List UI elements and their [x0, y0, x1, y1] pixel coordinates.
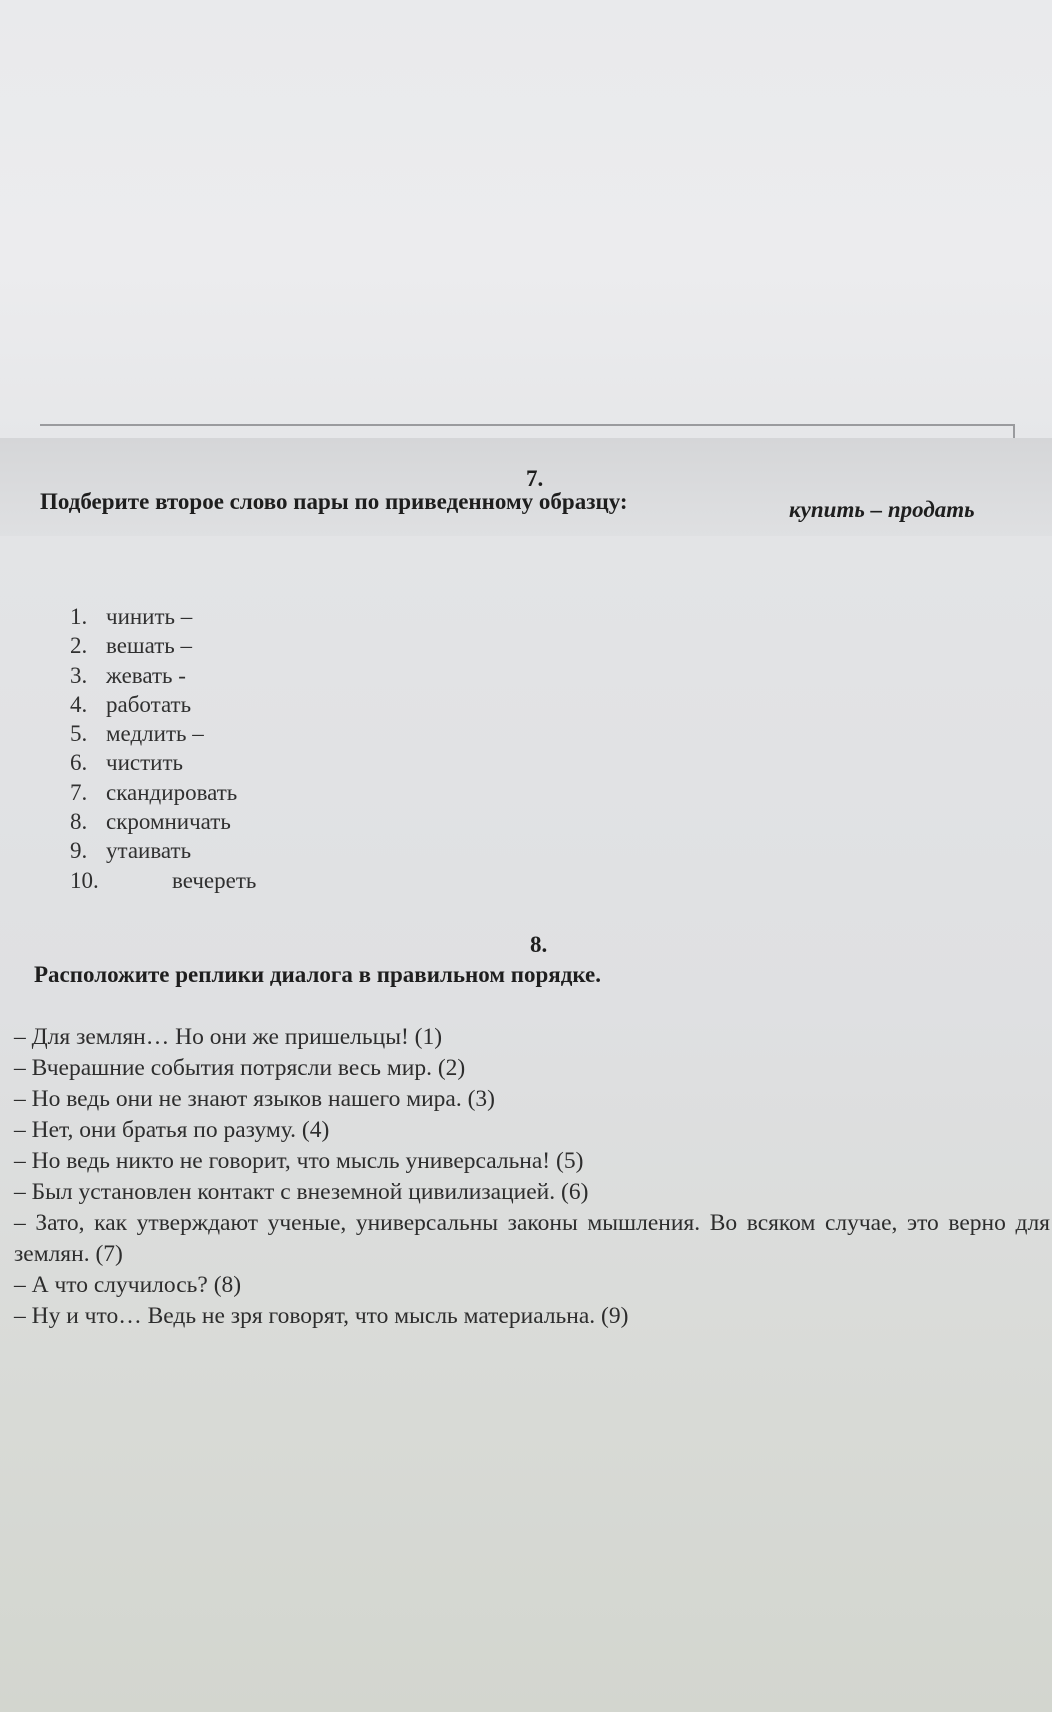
list-item: [70, 633, 256, 662]
dialog-line: – Но ведь они не знают языков нашего мира. (3): [14, 1086, 496, 1112]
list-item-word: жевать -: [106, 662, 186, 688]
list-item-number: 7.: [70, 779, 88, 805]
list-item-number: 3.: [70, 662, 88, 688]
task-8-number: 8.: [530, 932, 548, 957]
list-item: [70, 868, 256, 897]
dialog-line: – Ну и что… Ведь не зря говорят, что мысль материальна. (9): [14, 1303, 629, 1329]
list-item-word: вешать –: [106, 633, 193, 659]
dialog-line: – Для землян… Но они же пришельцы! (1): [14, 1024, 443, 1050]
list-item-number: 10.: [70, 867, 99, 893]
task-7-number: 7.: [526, 466, 544, 491]
list-item-word: чинить –: [106, 604, 193, 629]
dialog-line: – Нет, они братья по разуму. (4): [14, 1117, 330, 1143]
list-item-number: 6.: [70, 750, 88, 776]
list-item: [70, 809, 256, 838]
list-item-number: 8.: [70, 809, 88, 835]
list-item: [70, 604, 256, 633]
list-item-number: 1.: [70, 604, 88, 629]
dialog-line: – Но ведь никто не говорит, что мысль универсальна! (5): [14, 1148, 584, 1174]
task-8-dialog-lines: [14, 1022, 1050, 1332]
list-item-number: 2.: [70, 633, 88, 659]
dialog-line: – Был установлен контакт с внеземной цивилизацией. (6): [14, 1179, 589, 1205]
dialog-line: – А что случилось? (8): [14, 1272, 242, 1298]
task-7-instruction: Подберите второе слово пары по приведенному образцу:: [40, 489, 628, 514]
list-item-word: скромничать: [106, 809, 231, 835]
list-item-word: работать: [106, 691, 192, 717]
list-item-word: скандировать: [106, 779, 238, 805]
list-item: [70, 692, 256, 721]
list-item: [70, 663, 256, 692]
dialog-line: – Вчерашние события потрясли весь мир. (2): [14, 1055, 466, 1081]
task-7-sample-pair: купить – продать: [789, 497, 975, 522]
list-item: [70, 721, 256, 750]
list-item-word: утаивать: [106, 838, 192, 864]
top-paper-sheet: [0, 0, 1052, 440]
list-item-number: 4.: [70, 691, 88, 717]
list-item-number: 5.: [70, 721, 88, 747]
list-item-word: чистить: [106, 750, 183, 776]
list-item: [70, 838, 256, 867]
list-item: [70, 780, 256, 809]
dialog-line: – Зато, как утверждают ученые, универсальны законы мышления. Во всяком случае, это верно для землян. (7): [14, 1210, 1050, 1267]
task-8-instruction: Расположите реплики диалога в правильном порядке.: [34, 962, 602, 987]
list-item: [70, 750, 256, 779]
list-item-word: медлить –: [106, 721, 204, 747]
task-7-word-list: [70, 604, 256, 897]
list-item-number: 9.: [70, 838, 88, 864]
list-item-word: вечереть: [172, 867, 257, 893]
